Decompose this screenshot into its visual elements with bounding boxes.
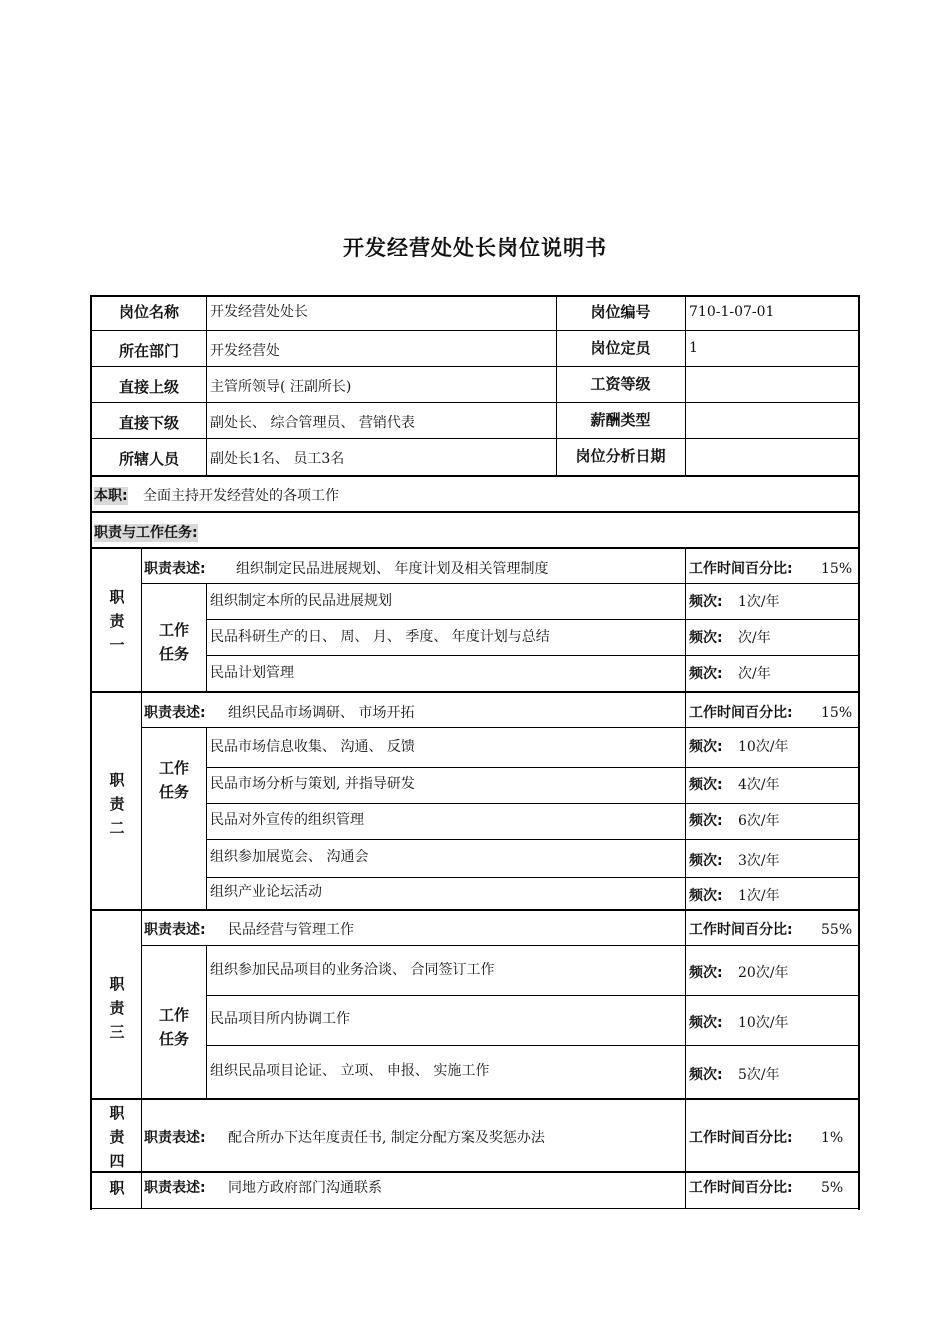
- position-no-value: 710-1-07-01: [689, 304, 775, 320]
- headcount-label: 岗位定员: [590, 339, 651, 357]
- duty-4-statement-label: 职责表述:: [144, 1130, 206, 1146]
- section-title: 职责与工作任务:: [94, 525, 198, 541]
- duty-2-statement-label: 职责表述:: [144, 705, 206, 721]
- subordinates-label: 直接下级: [118, 414, 179, 432]
- duty-2-task-2-freq: 4次/年: [738, 777, 780, 793]
- duty-4-statement: 配合所办下达年度责任书, 制定分配方案及奖惩办法: [228, 1130, 545, 1146]
- duty-2-task-4: 组织参加展览会、 沟通会: [210, 849, 369, 865]
- duty-3-task-3-freq: 5次/年: [738, 1067, 780, 1083]
- superior-label: 直接上级: [118, 378, 179, 396]
- duty-1-task-3: 民品计划管理: [210, 665, 294, 681]
- duty-3-pct: 55%: [821, 922, 853, 938]
- duty-5-statement-label: 职责表述:: [144, 1180, 206, 1196]
- duty-1-statement: 组织制定民品进展规划、 年度计划及相关管理制度: [236, 561, 549, 577]
- duty-1-task-2: 民品科研生产的日、 周、 月、 季度、 年度计划与总结: [210, 629, 550, 645]
- department-value: 开发经营处: [210, 343, 280, 359]
- duty-3-task-3-freq-label: 频次:: [689, 1067, 723, 1083]
- page-title: 开发经营处处长岗位说明书: [343, 236, 607, 260]
- duty-2-task-4-freq: 3次/年: [738, 853, 780, 869]
- subordinates-value: 副处长、 综合管理员、 营销代表: [210, 415, 415, 431]
- position-name-value: 开发经营处处长: [210, 304, 308, 320]
- duty-2-label: 职 责 二: [109, 771, 125, 837]
- duty-5-label: 职: [109, 1179, 125, 1197]
- duty-5-pct: 5%: [821, 1180, 844, 1196]
- duty-2-pct-label: 工作时间百分比:: [689, 705, 793, 721]
- duty-4-pct: 1%: [821, 1130, 844, 1146]
- duty-4-pct-label: 工作时间百分比:: [689, 1130, 793, 1146]
- duty-3-statement: 民品经营与管理工作: [228, 922, 354, 938]
- duty-1-task-2-freq: 次/年: [738, 630, 771, 646]
- duty-1-task-3-freq: 次/年: [738, 666, 771, 682]
- duty-3-statement-label: 职责表述:: [144, 922, 206, 938]
- duty-2-task-5-freq: 1次/年: [738, 888, 780, 904]
- duty-1-statement-label: 职责表述:: [144, 561, 206, 577]
- duty-1-label: 职 责 一: [109, 588, 125, 654]
- duty-4-label: 职 责 四: [109, 1104, 125, 1170]
- duty-2-task-4-freq-label: 频次:: [689, 853, 723, 869]
- duty-1-pct-label: 工作时间百分比:: [689, 561, 793, 577]
- headcount-value: 1: [689, 340, 698, 356]
- duty-1-task-1-freq: 1次/年: [738, 594, 780, 610]
- main-duty-value: 全面主持开发经营处的各项工作: [143, 488, 339, 504]
- duty-2-task-2-freq-label: 频次:: [689, 777, 723, 793]
- duty-2-task-5-freq-label: 频次:: [689, 888, 723, 904]
- pay-type-label: 薪酬类型: [590, 411, 651, 429]
- position-no-label: 岗位编号: [590, 303, 651, 321]
- duty-1-task-1-freq-label: 频次:: [689, 594, 723, 610]
- duty-2-work-task-label: 工作 任务: [158, 759, 189, 801]
- duty-2-task-3-freq: 6次/年: [738, 813, 780, 829]
- duty-3-task-1-freq: 20次/年: [738, 965, 789, 981]
- position-name-label: 岗位名称: [118, 303, 179, 321]
- duty-3-task-2-freq-label: 频次:: [689, 1015, 723, 1031]
- duty-3-task-1-freq-label: 频次:: [689, 965, 723, 981]
- duty-1-task-1: 组织制定本所的民品进展规划: [210, 593, 392, 609]
- duty-5-pct-label: 工作时间百分比:: [689, 1180, 793, 1196]
- duty-2-task-1-freq-label: 频次:: [689, 739, 723, 755]
- main-duty-label: 本职:: [94, 488, 128, 504]
- duty-2-task-3: 民品对外宣传的组织管理: [210, 812, 364, 828]
- staff-value: 副处长1名、 员工3名: [210, 451, 345, 467]
- duty-3-pct-label: 工作时间百分比:: [689, 922, 793, 938]
- superior-value: 主管所领导( 汪副所长): [210, 379, 352, 395]
- duty-3-task-2: 民品项目所内协调工作: [210, 1011, 350, 1027]
- staff-label: 所辖人员: [118, 450, 179, 468]
- duty-1-pct: 15%: [821, 561, 853, 577]
- duty-5-statement: 同地方政府部门沟通联系: [228, 1180, 382, 1196]
- duty-3-work-task-label: 工作 任务: [158, 1006, 189, 1048]
- duty-1-work-task-label: 工作 任务: [158, 621, 189, 663]
- pay-grade-label: 工资等级: [590, 375, 651, 393]
- duty-2-task-5: 组织产业论坛活动: [210, 884, 322, 900]
- duty-2-task-1-freq: 10次/年: [738, 739, 789, 755]
- duty-3-task-3: 组织民品项目论证、 立项、 申报、 实施工作: [210, 1063, 490, 1079]
- duty-3-task-2-freq: 10次/年: [738, 1015, 789, 1031]
- duty-2-pct: 15%: [821, 705, 853, 721]
- duty-2-statement: 组织民品市场调研、 市场开拓: [228, 705, 415, 721]
- duty-1-task-2-freq-label: 频次:: [689, 630, 723, 646]
- duty-3-label: 职 责 三: [109, 975, 125, 1041]
- duty-2-task-1: 民品市场信息收集、 沟通、 反馈: [210, 739, 415, 755]
- duty-1-task-3-freq-label: 频次:: [689, 666, 723, 682]
- duty-2-task-3-freq-label: 频次:: [689, 813, 723, 829]
- duty-3-task-1: 组织参加民品项目的业务洽谈、 合同签订工作: [210, 962, 495, 978]
- department-label: 所在部门: [118, 342, 179, 360]
- duty-2-task-2: 民品市场分析与策划, 并指导研发: [210, 776, 415, 792]
- analysis-date-label: 岗位分析日期: [575, 447, 666, 465]
